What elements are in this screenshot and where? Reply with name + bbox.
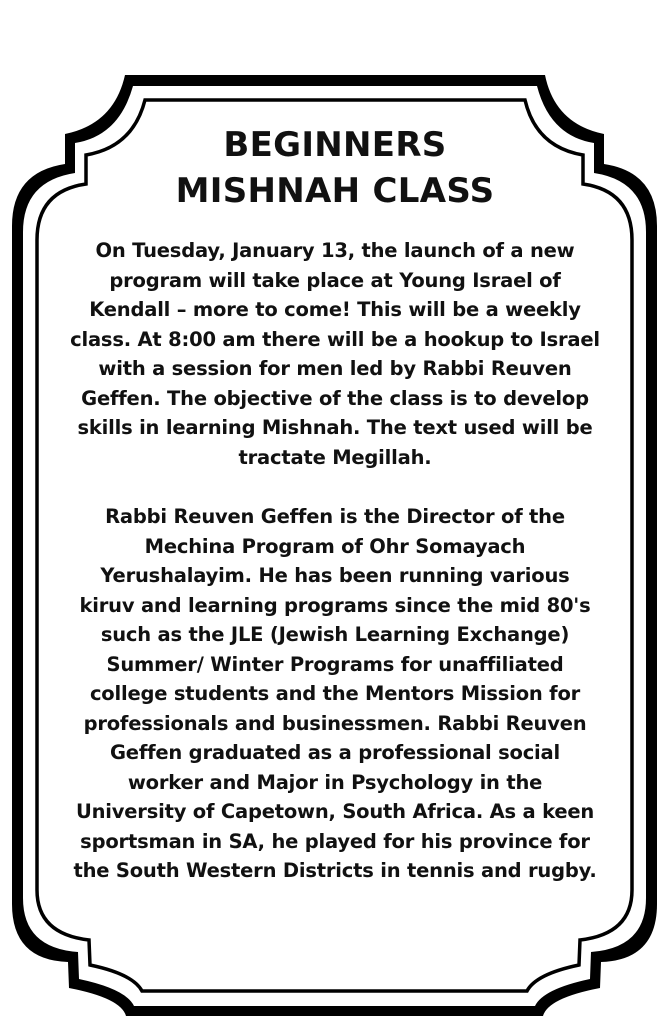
flyer-title [70,122,600,214]
announcement-paragraph: On Tuesday, January 13, the launch of a new program will take place at Young Israel of Kendall – more to come! This will be a weekly class. At 8:00 am there will be a hookup to Israel with a session for men led by Rabbi Reuven Geffen. The objective of the class is to develop skills in learning Mishnah. The text used will be tractate Megillah. [70,239,600,469]
rabbi-bio-paragraph: Rabbi Reuven Geffen is the Director of the Mechina Program of Ohr Somayach Yerushalayim. He has been running various kiruv and learning programs since the mid 80's such as the JLE (Jewish Learning Exchange) Summer/ Winter Programs for unaffiliated college students and the Mentors Mission for professionals and businessmen. Rabbi Reuven Geffen graduated as a professional social worker and Major in Psychology in the University of Capetown, South Africa. As a keen sportsman in SA, he played for his province for the South Western Districts in tennis and rugby. [73,505,597,882]
title-line-2: MISHNAH CLASS [175,171,495,211]
flyer-content [70,122,600,886]
title-line-1: BEGINNERS [223,125,447,165]
